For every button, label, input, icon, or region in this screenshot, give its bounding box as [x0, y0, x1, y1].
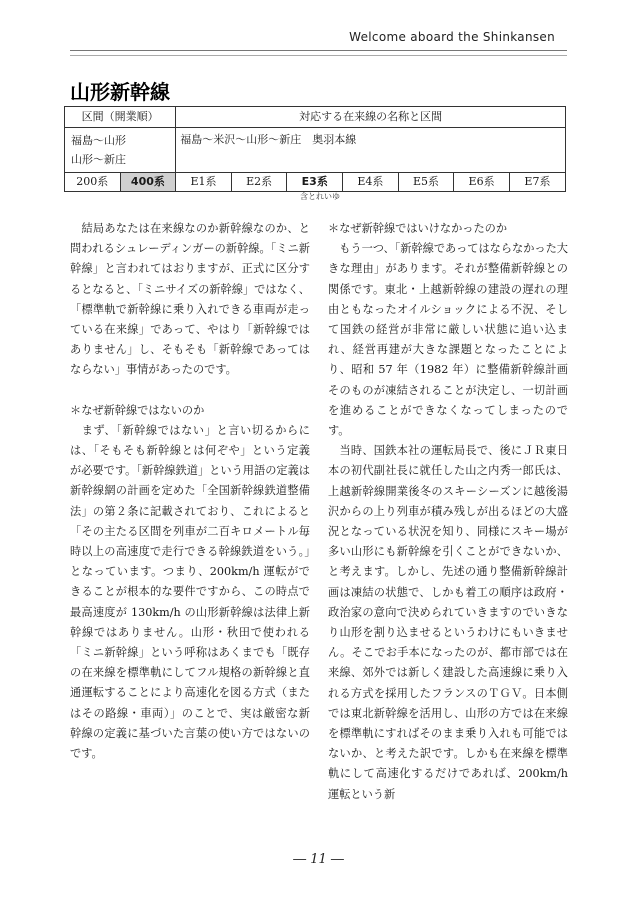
- series-e3: E3系: [287, 173, 343, 192]
- table-row: [65, 128, 566, 173]
- right-column: [328, 219, 568, 805]
- series-e2: E2系: [231, 173, 287, 192]
- page-number: ― 11 ―: [293, 852, 344, 867]
- section-header: 区間（開業順）: [65, 107, 176, 128]
- section-item: 山形〜新庄: [71, 153, 126, 166]
- series-200: 200系: [65, 173, 121, 192]
- page-title: 山形新幹線: [70, 80, 170, 104]
- rolling-stock-row: [65, 173, 566, 192]
- paragraph: まず、「新幹線ではない」と言い切るからには、「そもそも新幹線とは何ぞや」という定義が必要です。「新幹線鉄道」という用語の定義は新幹線網の計画を定めた「全国新幹線鉄道整備法」の第２条に記載されており、これによると「その主たる区間を列車が二百キロメートル毎時以上の高速度で走行できる幹線鉄道をいう。」となっています。つまり、200km/h 運転ができることが根本的な要件ですから、この時点で最高速度が 130km/h の山形新幹線は法律上新幹線ではありません。山形・秋田で使われる「ミニ新幹線」という呼称はあくまでも「既存の在来線を標準軌にしてフル規格の新幹線と直通運転することにより高速化を図る方式（またはその路線・車両）」のことで、実は厳密な新幹線の定義に基づいた言葉の使い方ではないのです。: [70, 423, 310, 761]
- conventional-line-cell: 福島〜米沢〜山形〜新庄 奥羽本線: [176, 128, 566, 173]
- series-400-highlighted: 400系: [120, 173, 176, 192]
- series-e5: E5系: [398, 173, 454, 192]
- series-e7: E7系: [509, 173, 565, 192]
- section-item: 福島〜山形: [71, 134, 126, 147]
- running-header: Welcome aboard the Shinkansen: [349, 30, 555, 44]
- series-e4: E4系: [343, 173, 399, 192]
- section-heading: ＊なぜ新幹線ではないのか: [70, 403, 205, 417]
- series-e1: E1系: [176, 173, 232, 192]
- header-rule: [70, 50, 567, 51]
- left-column: [70, 219, 310, 764]
- series-e6: E6系: [454, 173, 510, 192]
- header-rule-secondary: [70, 55, 567, 56]
- route-info-table: [64, 106, 566, 192]
- line-header: 対応する在来線の名称と区間: [176, 107, 566, 128]
- section-heading: ＊なぜ新幹線ではいけなかったのか: [328, 222, 508, 235]
- sections-cell: [65, 128, 176, 173]
- paragraph: 当時、国鉄本社の運転局長で、後にＪＲ東日本の初代副社長に就任した山之内秀一郎氏は、上越新幹線開業後冬のスキーシーズンに越後湯沢からの上り列車が積み残しが出るほどの大盛況となっている状況を知り、同様にスキー場が多い山形にも新幹線を引くことができないか、と考えます。しかし、先述の通り整備新幹線計画は凍結の状態で、しかも着工の順序は政府・政治家の意向で決められていきますのでいきなり山形を割り込ませるというわけにもいきません。そこでお手本になったのが、都市部では在来線、郊外では新しく建設した高速線に乗り入れる方式を採用したフランスのＴＧＶ。日本側では東北新幹線を活用し、山形の方では在来線を標準軌にすればそのまま乗り入れも可能ではないか、と考えた訳です。しかも在来線を標準軌にして高速化するだけであれば、200km/h 運転という新: [328, 444, 568, 801]
- paragraph: 結局あなたは在来線なのか新幹線なのか、と問われるシュレーディンガーの新幹線。「ミニ新幹線」と言われてはおりますが、正式に区分するとなると、「ミニサイズの新幹線」ではなく、「標準軌で新幹線に乗り入れできる車両が走っている在来線」であって、やはり「新幹線ではありません」し、そもそも「新幹線であってはならない」事情があったのです。: [70, 222, 310, 377]
- table-header-row: [65, 107, 566, 128]
- table-footnote: 含とれいゆ: [300, 192, 340, 201]
- paragraph: もう一つ、「新幹線であってはならなかった大きな理由」があります。それが整備新幹線との関係です。東北・上越新幹線の建設の遅れの理由ともなったオイルショックによる不況、そして国鉄の経営が非常に厳しい状態に追い込まれ、経営再建が大きな課題となったことにより、昭和 57 年（1982 年）に整備新幹線計画そのものが凍結されることが決定し、一切計画を進めることができなくなってしまったのです。: [328, 242, 568, 438]
